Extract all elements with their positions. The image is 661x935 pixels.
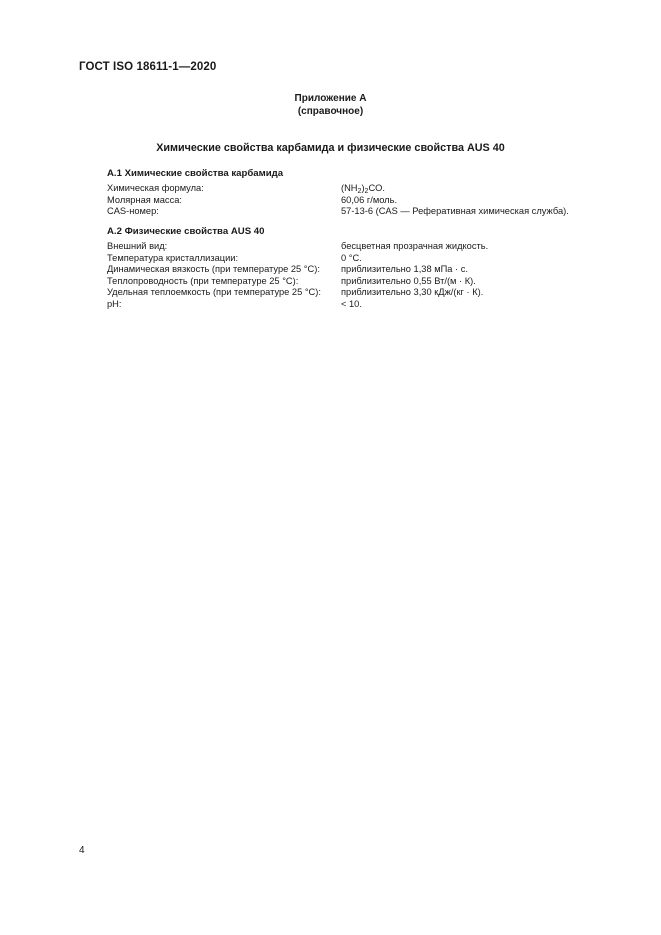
property-label: Температура кристаллизации: (107, 252, 239, 263)
annex-title: Приложение А (294, 93, 367, 104)
property-label: Молярная масса: (107, 194, 182, 205)
formula-subscript-1: 2 (357, 188, 362, 195)
section-1-title: А.1 Химические свойства карбамида (107, 168, 284, 179)
property-label: CAS-номер: (107, 206, 159, 217)
property-value: 60,06 г/моль. (341, 194, 398, 205)
formula-mid: ) (361, 183, 365, 193)
property-value: 57-13-6 (CAS — Реферативная химическая служба). (341, 206, 569, 217)
chemical-formula (341, 183, 385, 195)
page-number: 4 (79, 845, 85, 856)
property-value: бесцветная прозрачная жидкость. (341, 241, 489, 251)
annex-type: (справочное) (297, 105, 364, 117)
section-2-title: А.2 Физические свойства AUS 40 (107, 226, 265, 237)
property-value: приблизительно 3,30 кДж/(кг · К). (341, 287, 484, 298)
document-header: ГОСТ ISO 18611-1—2020 (79, 61, 217, 73)
property-label: Теплопроводность (при температуре 25 °С): (107, 275, 299, 286)
formula-subscript-2: 2 (364, 188, 369, 195)
property-label: рН: (107, 298, 122, 309)
property-label: Химическая формула: (107, 183, 204, 193)
property-value: приблизительно 0,55 Вт/(м · К). (341, 275, 476, 286)
main-title: Химические свойства карбамида и физические свойства AUS 40 (156, 142, 505, 154)
formula-prefix: (NH (341, 183, 358, 193)
annex-heading (0, 93, 661, 118)
property-value: < 10. (341, 298, 362, 309)
property-label: Внешний вид: (107, 241, 168, 251)
property-value: 0 °С. (341, 252, 362, 263)
property-value: приблизительно 1,38 мПа · с. (341, 264, 468, 275)
property-label: Удельная теплоемкость (при температуре 25 °С): (107, 287, 321, 298)
property-label: Динамическая вязкость (при температуре 25 °С): (107, 264, 320, 275)
formula-suffix: CO. (368, 183, 385, 193)
